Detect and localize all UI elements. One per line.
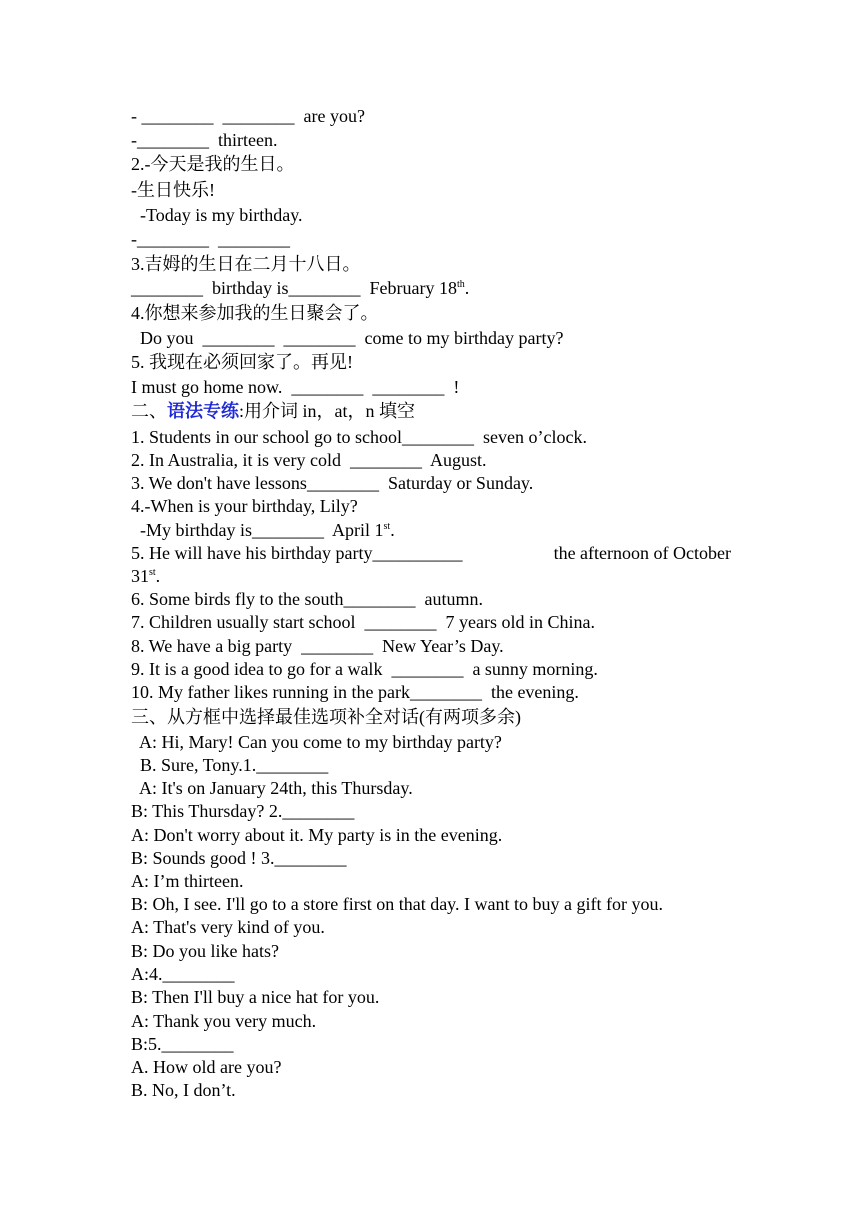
grammar-item-7 — [131, 611, 595, 633]
dialogue-line — [131, 754, 328, 776]
answer-blank[interactable]: ________ — [161, 1034, 234, 1054]
dialogue-line — [131, 847, 347, 869]
translation-q2-english: -Today is my birthday. — [131, 205, 303, 225]
text: thirteen. — [209, 130, 278, 150]
option-b: B. No, I don’t. — [131, 1080, 236, 1100]
text: 6. Some birds fly to the south — [131, 589, 344, 609]
text: April 1 — [324, 520, 384, 540]
answer-blank[interactable]: ________ — [301, 636, 374, 656]
text: B:5. — [131, 1034, 162, 1054]
text: come to my birthday party? — [355, 328, 564, 348]
answer-blank[interactable]: ________ — [343, 589, 416, 609]
dialogue-line: B: Do you like hats? — [131, 941, 279, 961]
text: . — [155, 566, 161, 586]
text: B: This Thursday? 2. — [131, 801, 283, 821]
answer-blank[interactable]: ________ — [256, 755, 329, 775]
section-2-heading — [131, 400, 415, 422]
translation-q3-english — [131, 277, 469, 299]
text: -My birthday is — [131, 520, 252, 540]
text: New Year’s Day. — [373, 636, 504, 656]
answer-blank[interactable]: ________ — [274, 848, 347, 868]
answer-blank[interactable]: ________ — [349, 450, 422, 470]
text: Do you — [131, 328, 203, 348]
answer-blank[interactable]: ________ — [402, 427, 474, 447]
dialogue-line: A: Thank you very much. — [131, 1011, 317, 1031]
text: - — [131, 106, 142, 126]
dialogue-line: B: Then I'll buy a nice hat for you. — [131, 987, 380, 1007]
answer-blank[interactable]: ________ — [391, 659, 464, 679]
answer-blank[interactable]: ________ — [409, 682, 482, 702]
answer-blank[interactable]: ________ — [282, 801, 355, 821]
grammar-item-4-question: 4.-When is your birthday, Lily? — [131, 496, 358, 516]
translation-q4-chinese: 4.你想来参加我的生日聚会了。 — [131, 303, 379, 323]
answer-blank[interactable]: ________ — [364, 612, 437, 632]
grammar-item-8 — [131, 635, 504, 657]
dialogue-line: A: It's on January 24th, this Thursday. — [131, 778, 413, 798]
text: B: Sounds good ! 3. — [131, 848, 275, 868]
grammar-item-2 — [131, 449, 486, 471]
translation-q1-line1 — [131, 105, 365, 127]
dialogue-line: A: Don't worry about it. My party is in the evening. — [131, 825, 503, 845]
grammar-item-1 — [131, 426, 587, 448]
grammar-item-9 — [131, 658, 598, 680]
translation-q1-line2 — [131, 129, 277, 151]
section-3-heading: 三、从方框中选择最佳选项补全对话(有两项多余) — [131, 707, 521, 727]
answer-blank[interactable]: ________ — [162, 964, 235, 984]
answer-blank[interactable]: ________ — [252, 520, 324, 540]
answer-blank[interactable]: ________ — [141, 106, 214, 126]
text: 2. In Australia, it is very cold — [131, 450, 350, 470]
text: birthday is — [203, 278, 289, 298]
text: ! — [444, 377, 460, 397]
answer-blank[interactable]: ________ — [291, 377, 364, 397]
dialogue-line — [131, 963, 235, 985]
text: 5. He will have his birthday party — [131, 543, 373, 563]
ordinal-suffix: th — [456, 279, 465, 290]
text: - — [131, 130, 137, 150]
text: 7. Children usually start school — [131, 612, 365, 632]
translation-q2-answer — [131, 228, 290, 250]
text: seven o’clock. — [474, 427, 587, 447]
answer-blank[interactable]: ________ — [222, 106, 295, 126]
text: 9. It is a good idea to go for a walk — [131, 659, 392, 679]
translation-q3-chinese: 3.吉姆的生日在二月十八日。 — [131, 254, 361, 274]
ordinal-suffix: st — [149, 567, 156, 578]
text: A:4. — [131, 964, 163, 984]
grammar-item-4-answer — [131, 519, 395, 541]
text: the afternoon of October — [553, 543, 731, 563]
dialogue-line: A: That's very kind of you. — [131, 917, 325, 937]
answer-blank[interactable]: ________ — [218, 229, 290, 249]
answer-blank[interactable]: ________ — [137, 229, 209, 249]
translation-q5-chinese: 5. 我现在必须回家了。再见! — [131, 352, 353, 372]
dialogue-line — [131, 800, 354, 822]
answer-blank[interactable]: ________ — [372, 377, 445, 397]
text: . — [464, 278, 470, 298]
grammar-item-5 — [131, 542, 731, 564]
translation-q2-chinese-reply: -生日快乐! — [131, 180, 215, 200]
text: 10. My father likes running in the park — [131, 682, 410, 702]
text: are you? — [294, 106, 365, 126]
text: . — [390, 520, 395, 540]
dialogue-line: B: Oh, I see. I'll go to a store first on that day. I want to buy a gift for you. — [131, 894, 663, 914]
answer-blank[interactable]: ________ — [131, 278, 203, 298]
answer-blank[interactable]: ________ — [306, 473, 379, 493]
text: a sunny morning. — [463, 659, 598, 679]
grammar-item-5-continued — [131, 565, 160, 587]
dialogue-line: A: Hi, Mary! Can you come to my birthday party? — [131, 732, 502, 752]
text: Saturday or Sunday. — [378, 473, 534, 493]
text: 7 years old in China. — [436, 612, 595, 632]
grammar-item-6 — [131, 588, 483, 610]
section-number: 二、 — [131, 401, 167, 421]
section-instructions: :用介词 in，at，n 填空 — [239, 401, 415, 421]
dialogue-line — [131, 1033, 234, 1055]
grammar-item-10 — [131, 681, 579, 703]
option-a: A. How old are you? — [131, 1057, 282, 1077]
grammar-item-3 — [131, 472, 533, 494]
section-title-highlight: 语法专练 — [167, 401, 239, 421]
answer-blank[interactable]: ________ — [283, 328, 356, 348]
text: - — [131, 229, 137, 249]
text: 31 — [131, 566, 149, 586]
text: autumn. — [415, 589, 483, 609]
translation-q5-english — [131, 376, 459, 398]
answer-blank[interactable]: ________ — [202, 328, 275, 348]
text: August. — [421, 450, 487, 470]
dialogue-line: A: I’m thirteen. — [131, 871, 244, 891]
text: February 18 — [360, 278, 457, 298]
text: the evening. — [481, 682, 579, 702]
text: 3. We don't have lessons — [131, 473, 307, 493]
text: 1. Students in our school go to school — [131, 427, 402, 447]
ordinal-suffix: st — [383, 521, 391, 532]
answer-blank[interactable]: ________ — [137, 130, 209, 150]
text: 8. We have a big party — [131, 636, 302, 656]
answer-blank[interactable]: __________ — [372, 543, 463, 563]
translation-q2-chinese: 2.-今天是我的生日。 — [131, 154, 295, 174]
translation-q4-english — [131, 327, 563, 349]
text: B. Sure, Tony.1. — [131, 755, 257, 775]
text: I must go home now. — [131, 377, 292, 397]
answer-blank[interactable]: ________ — [288, 278, 361, 298]
